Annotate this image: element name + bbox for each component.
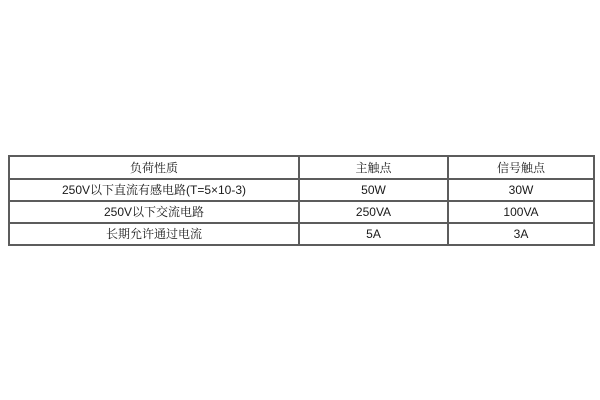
- cell-main-contact-value: 50W: [299, 179, 448, 201]
- cell-main-contact-value: 5A: [299, 223, 448, 245]
- header-main-contact: 主触点: [299, 156, 448, 179]
- table-row: [9, 201, 594, 223]
- cell-signal-contact-value: 100VA: [448, 201, 594, 223]
- cell-main-contact-value: 250VA: [299, 201, 448, 223]
- cell-load-nature: 250V以下交流电路: [9, 201, 299, 223]
- cell-signal-contact-value: 30W: [448, 179, 594, 201]
- cell-signal-contact-value: 3A: [448, 223, 594, 245]
- cell-load-nature: 250V以下直流有感电路(T=5×10-3): [9, 179, 299, 201]
- header-load-nature: 负荷性质: [9, 156, 299, 179]
- contact-load-spec-table: [8, 155, 595, 246]
- cell-load-nature: 长期允许通过电流: [9, 223, 299, 245]
- table-row: [9, 179, 594, 201]
- header-signal-contact: 信号触点: [448, 156, 594, 179]
- table-header-row: [9, 156, 594, 179]
- contact-load-spec-table-container: [8, 155, 593, 246]
- table-row: [9, 223, 594, 245]
